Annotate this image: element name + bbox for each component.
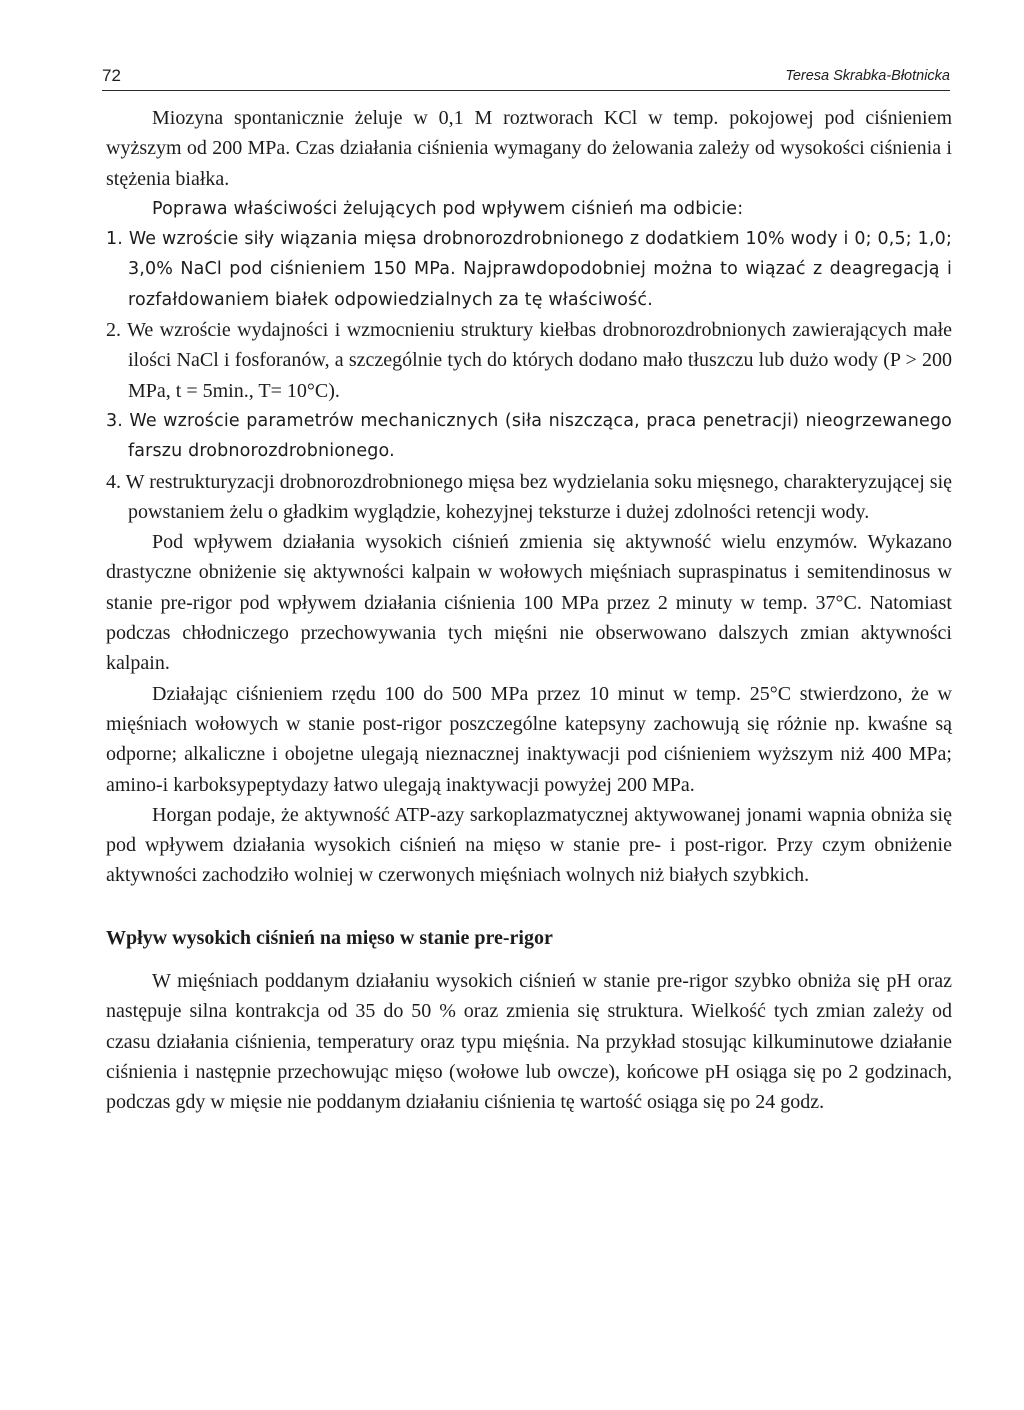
page-number: 72 bbox=[102, 66, 121, 85]
improvement-lead: Poprawa właściwości żelujących pod wpływem ciśnień ma odbicie: bbox=[152, 198, 744, 219]
page-header bbox=[102, 66, 950, 91]
atpase-paragraph: Horgan podaje, że aktywność ATP-azy sarkoplazmatycznej aktywowanej jonami wapnia obniża się pod wpływem działania wysokich ciśnień na mięso w stanie pre- i post-rigor. Przy czym obniżenie aktywności zachodziło wolniej w czerwonych mięśniach wolnych niż białych szybkich. bbox=[106, 803, 952, 887]
cathepsin-paragraph: Działając ciśnieniem rzędu 100 do 500 MPa przez 10 minut w temp. 25°C stwierdzono, że w mięśniach wołowych w stanie post-rigor poszczególne katepsyny zachowują się różnie np. kwaśne są odporne; alkaliczne i obojetne ulegają nieznacznej inaktywacji pod ciśnieniem wyższym niż 400 MPa; amino-i karboksypeptydazy łatwo ulegają inaktywacji powyżej 200 MPa. bbox=[106, 682, 952, 796]
pre-rigor-paragraph: W mięśniach poddanym działaniu wysokich ciśnień w stanie pre-rigor szybko obniża się pH oraz następuje silna kontrakcja od 35 do 50 % oraz zmienia się struktura. Wielkość tych zmian zależy od czasu działania ciśnienia, temperatury oraz typu mięśnia. Na przykład stosując kilkuminutowe działanie ciśnienia i następnie przechowując mięso (wołowe lub owcze), końcowe pH osiąga się po 2 godzinach, podczas gdy w mięsie nie poddanym działaniu ciśnienia tę wartość osiąga się po 24 godz. bbox=[106, 970, 952, 1114]
list-item-1: 1. We wzroście siły wiązania mięsa drobnorozdrobnionego z dodatkiem 10% wody i 0; 0,5; 1,0; 3,0% NaCl pod ciśnieniem 150 MPa. Najprawdopodobniej można to wiązać z deagregacją i rozfałdowaniem białek odpowiedzialnych za tę właściwość. bbox=[106, 229, 952, 310]
enzyme-paragraph: Pod wpływem działania wysokich ciśnień zmienia się aktywność wielu enzymów. Wykazano drastyczne obniżenie się aktywności kalpain w wołowych mięśniach supraspinatus i semitendinosus w stanie pre-rigor pod wpływem działania ciśnienia 100 MPa przez 2 minuty w temp. 37°C. Natomiast podczas chłodniczego przechowywania tych mięśni nie obserwowano dalszych zmian aktywności kalpain. bbox=[106, 531, 952, 675]
section-heading: Wpływ wysokich ciśnień na mięso w stanie pre-rigor bbox=[106, 926, 553, 949]
list-item-2: 2. We wzroście wydajności i wzmocnieniu struktury kiełbas drobnorozdrobnionych zawierających małe ilości NaCl i fosforanów, a szczególnie tych do których dodano mało tłuszczu lub dużo wody (P > 200 MPa, t = 5min., T= 10°C). bbox=[106, 319, 952, 402]
running-head-author: Teresa Skrabka-Błotnicka bbox=[785, 68, 950, 84]
intro-paragraph: Miozyna spontanicznie żeluje w 0,1 M roztworach KCl w temp. pokojowej pod ciśnieniem wyższym od 200 MPa. Czas działania ciśnienia wymagany do żelowania zależy od wysokości ciśnienia i stężenia białka. bbox=[106, 107, 952, 190]
page-body bbox=[106, 103, 952, 1118]
list-item-3: 3. We wzroście parametrów mechanicznych (siła niszcząca, praca penetracji) nieogrzewanego farszu drobnorozdrobnionego. bbox=[106, 410, 952, 462]
list-item-4: 4. W restrukturyzacji drobnorozdrobnionego mięsa bez wydzielania soku mięsnego, charakteryzującej się powstaniem żelu o gładkim wyglądzie, kohezyjnej teksturze i dużej zdolności retencji wody. bbox=[106, 470, 952, 523]
